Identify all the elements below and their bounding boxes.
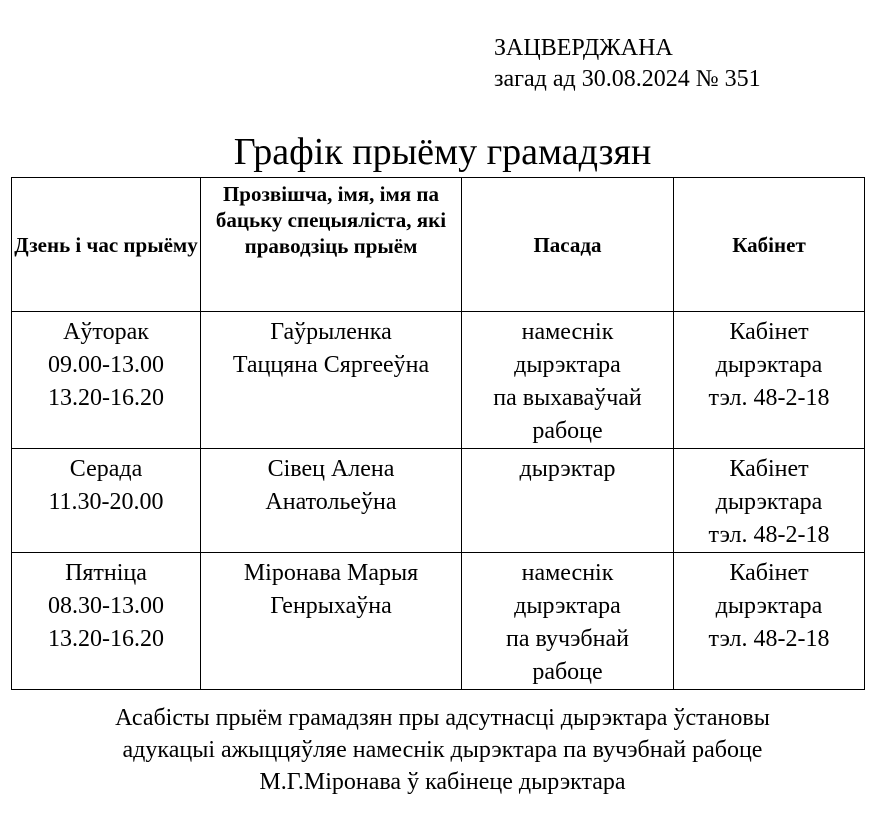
position-line: дырэктара (514, 593, 621, 619)
header-day-time: Дзень і час прыёму (12, 178, 201, 312)
footnote-line: М.Г.Міронава ў кабінеце дырэктара (259, 769, 626, 795)
cell-office (674, 553, 865, 690)
office-line: дырэктара (715, 489, 823, 515)
cell-specialist-name (201, 449, 462, 553)
cell-day-time (12, 312, 201, 449)
position-line: па выхаваўчай (493, 385, 642, 411)
cell-position (462, 553, 674, 690)
office-line: дырэктара (715, 352, 823, 378)
page-title: Графік прыёму грамадзян (233, 131, 652, 173)
day-label: Серада (69, 456, 143, 482)
name-line: Міронава Марыя (243, 560, 419, 586)
cell-specialist-name (201, 553, 462, 690)
time-range: 08.30-13.00 (48, 593, 164, 619)
office-line: Кабінет (729, 319, 809, 345)
cell-office (674, 449, 865, 553)
cell-day-time (12, 449, 201, 553)
office-phone: тэл. 48-2-18 (708, 522, 830, 548)
position-line: рабоце (532, 418, 603, 444)
position-line: дырэктара (514, 352, 621, 378)
footnote (0, 702, 885, 798)
table-row (12, 449, 865, 553)
name-line: Сівец Алена (267, 456, 395, 482)
position-line: намеснік (521, 319, 614, 345)
name-line: Гаўрыленка (270, 319, 392, 345)
position-line: рабоце (532, 659, 603, 685)
approval-order: загад ад 30.08.2024 № 351 (494, 66, 761, 92)
time-range: 09.00-13.00 (48, 352, 164, 378)
cell-position (462, 449, 674, 553)
header-office: Кабінет (674, 178, 865, 312)
table-header-row (12, 178, 865, 312)
header-specialist-name: Прозвішча, імя, імя па бацьку спецыяліста, які праводзіць прыём (201, 178, 462, 312)
time-range: 13.20-16.20 (48, 626, 164, 652)
office-line: дырэктара (715, 593, 823, 619)
office-line: Кабінет (729, 560, 809, 586)
position-line: намеснік (521, 560, 614, 586)
position-line: па вучэбнай (506, 626, 629, 652)
name-line: Генрыхаўна (270, 593, 392, 619)
office-phone: тэл. 48-2-18 (708, 626, 830, 652)
time-range: 13.20-16.20 (48, 385, 164, 411)
position-line: дырэктар (519, 456, 616, 482)
reception-schedule-table (11, 177, 865, 690)
table-row (12, 553, 865, 690)
approval-stamp (494, 33, 761, 95)
time-range: 11.30-20.00 (48, 489, 164, 515)
cell-office (674, 312, 865, 449)
name-line: Таццяна Сяргееўна (232, 352, 430, 378)
header-position: Пасада (462, 178, 674, 312)
table-row (12, 312, 865, 449)
name-line: Анатольеўна (265, 489, 397, 515)
footnote-line: Асабісты прыём грамадзян пры адсутнасці дырэктара ўстановы (115, 705, 770, 731)
office-phone: тэл. 48-2-18 (708, 385, 830, 411)
footnote-line: адукацыі ажыццяўляе намеснік дырэктара па вучэбнай рабоце (122, 737, 763, 763)
office-line: Кабінет (729, 456, 809, 482)
day-label: Аўторак (63, 319, 149, 345)
approval-title: ЗАЦВЕРДЖАНА (494, 35, 673, 61)
cell-position (462, 312, 674, 449)
cell-specialist-name (201, 312, 462, 449)
cell-day-time (12, 553, 201, 690)
day-label: Пятніца (65, 560, 147, 586)
